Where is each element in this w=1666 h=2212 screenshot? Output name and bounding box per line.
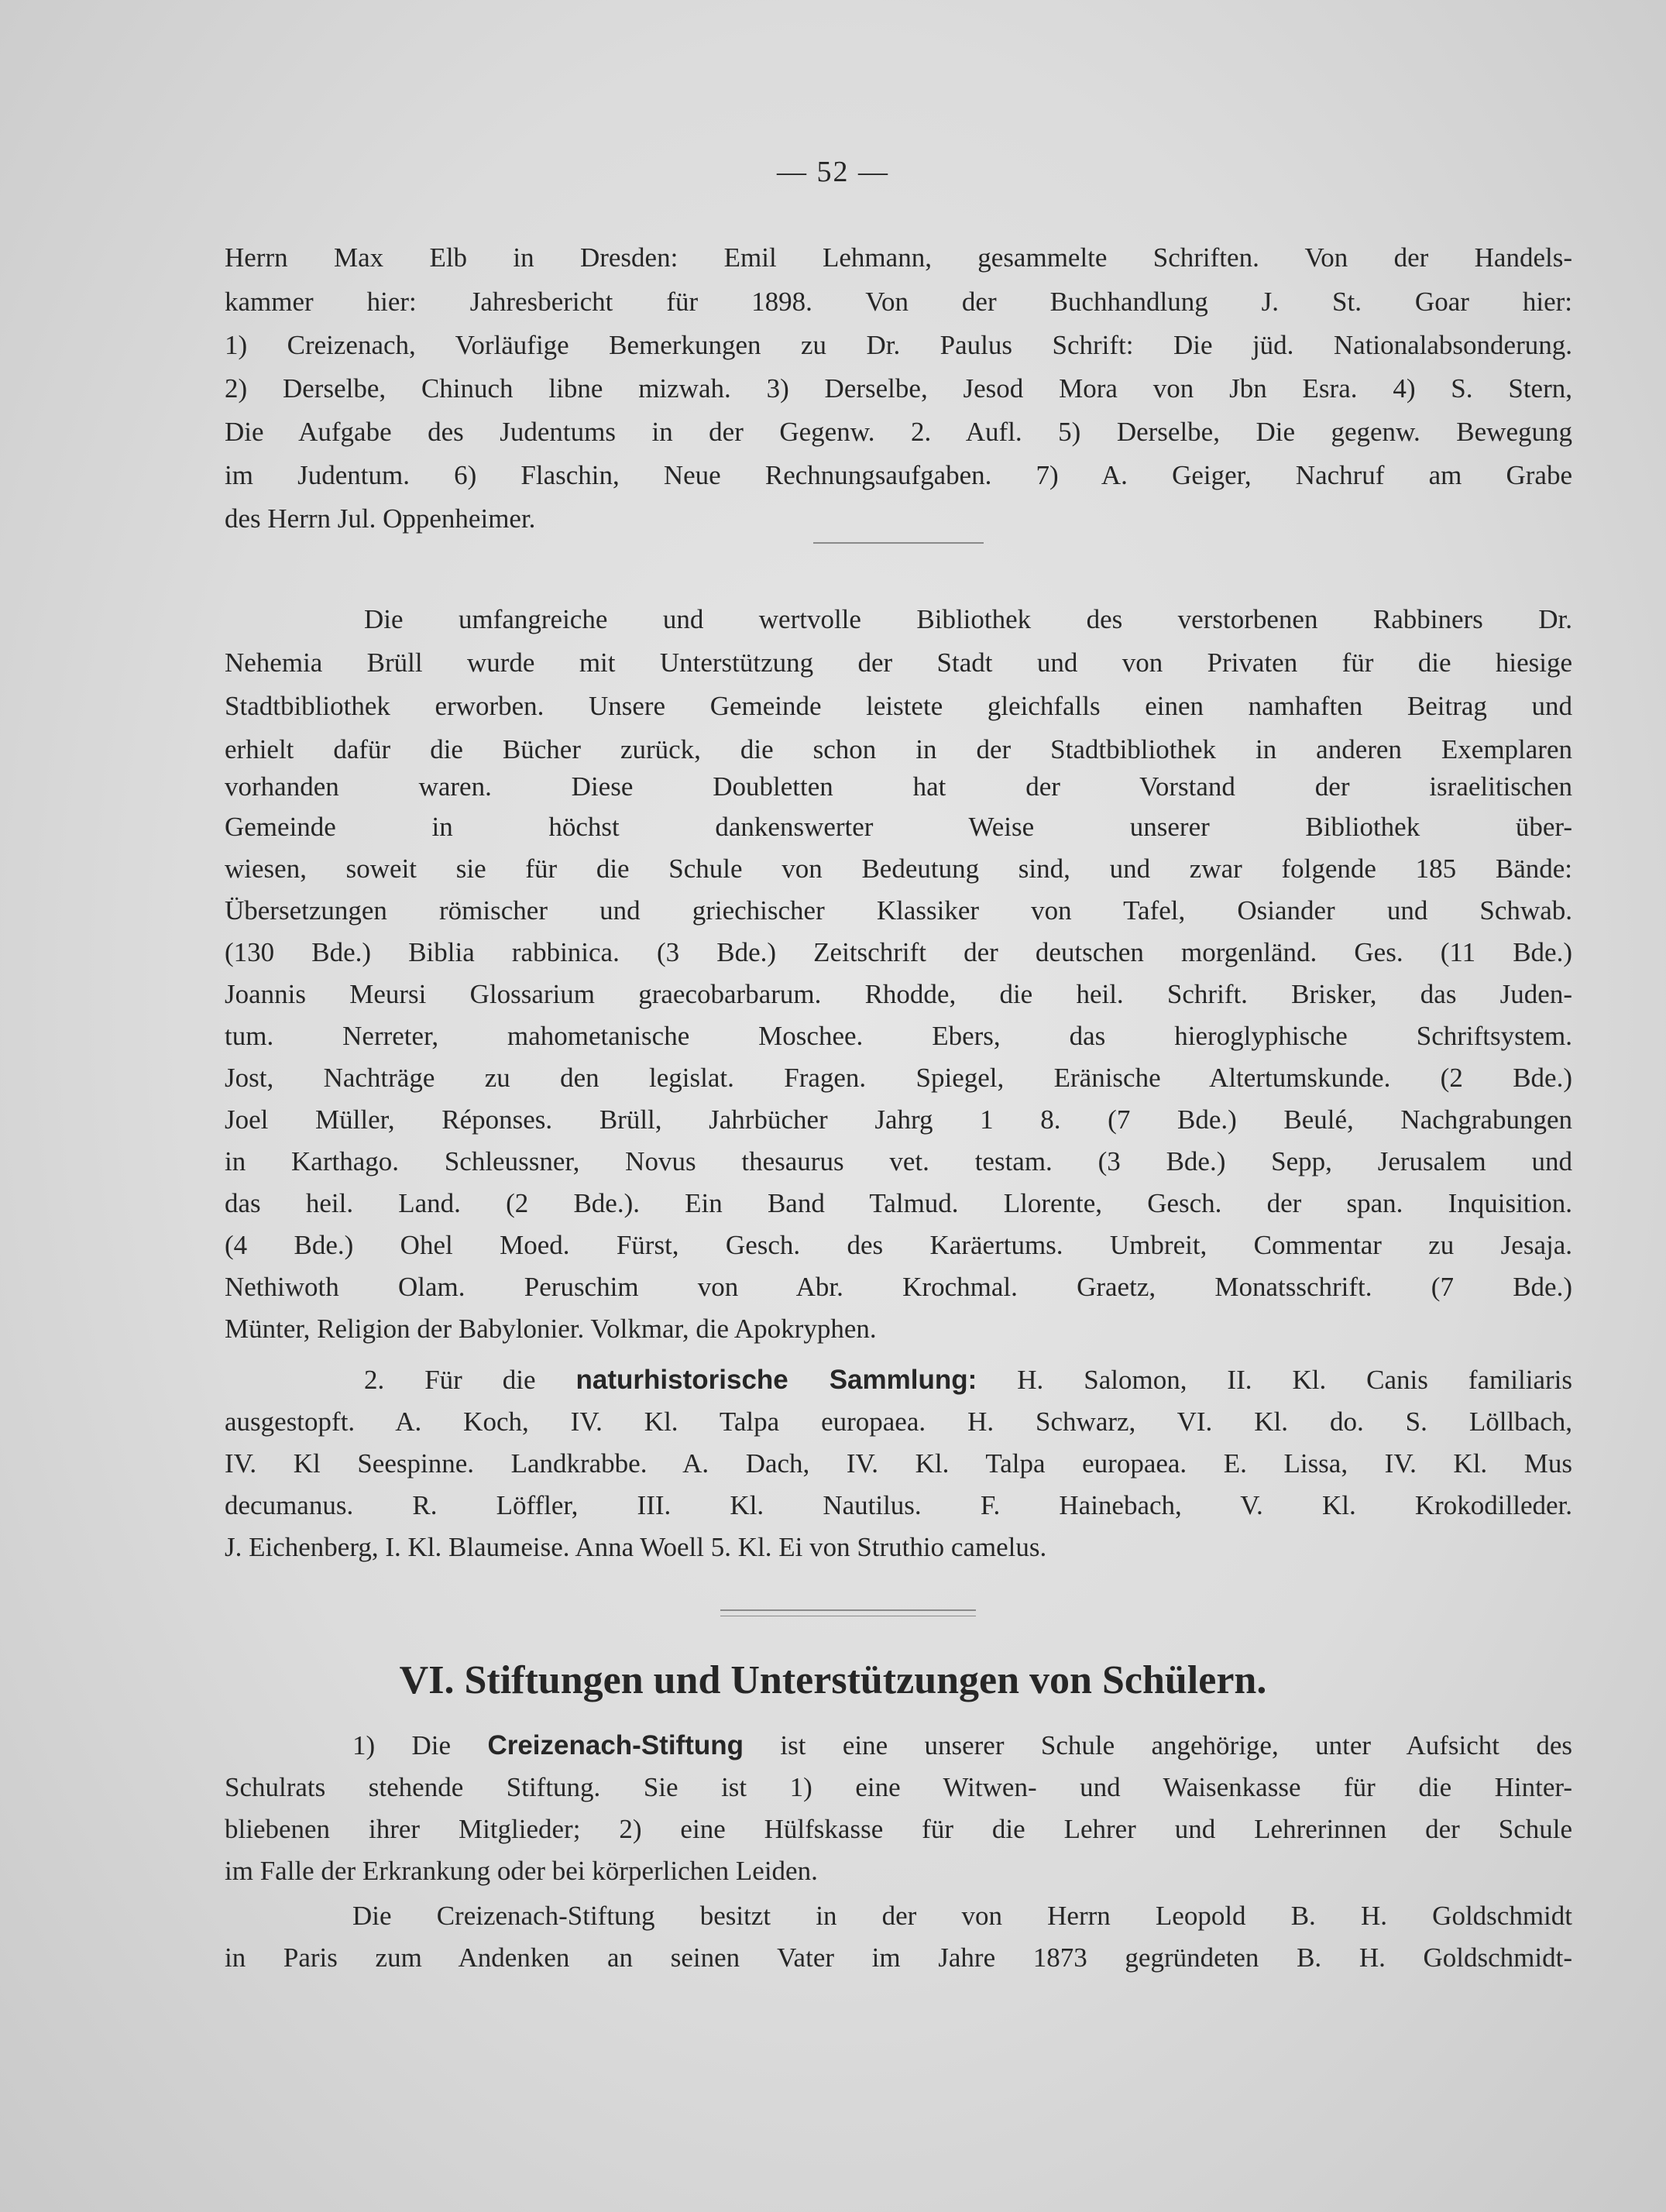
item-number: 1) Die (352, 1730, 452, 1760)
text-line: Stadtbibliothek erworben. Unsere Gemeinde leistete gleichfalls einen namhaften Beitrag und (225, 691, 1572, 721)
text-line (352, 1724, 1572, 1767)
text-segment: H. Salomon, II. Kl. Canis familiaris (1017, 1365, 1572, 1395)
text-line: vorhanden waren. Diese Doubletten hat der Vorstand der israelitischen (225, 771, 1572, 802)
text-line: im Judentum. 6) Flaschin, Neue Rechnungsaufgaben. 7) A. Geiger, Nachruf am Grabe (225, 460, 1572, 490)
collection-heading: naturhistorische Sammlung: (575, 1365, 977, 1395)
text-line: Die Aufgabe des Judentums in der Gegenw. 2. Aufl. 5) Derselbe, Die gegenw. Bewegung (225, 417, 1572, 447)
text-line: Münter, Religion der Babylonier. Volkmar, die Apokryphen. (225, 1314, 877, 1344)
text-line: Jost, Nachträge zu den legislat. Fragen. Spiegel, Eränische Altertumskunde. (2 Bde.) (225, 1063, 1572, 1093)
text-line: in Karthago. Schleussner, Novus thesaurus vet. testam. (3 Bde.) Sepp, Jerusalem und (225, 1146, 1572, 1176)
text-line: (130 Bde.) Biblia rabbinica. (3 Bde.) Zeitschrift der deutschen morgenländ. Ges. (11 Bde.) (225, 937, 1572, 967)
section-divider (813, 542, 984, 544)
text-line: ausgestopft. A. Koch, IV. Kl. Talpa europaea. H. Schwarz, VI. Kl. do. S. Löllbach, (225, 1407, 1572, 1437)
foundation-name: Creizenach-Stiftung (487, 1730, 744, 1760)
text-line: Die Creizenach-Stiftung besitzt in der von Herrn Leopold B. H. Goldschmidt (352, 1901, 1572, 1931)
section-heading: VI. Stiftungen und Unterstützungen von Schülern. (399, 1658, 1267, 1702)
text-line: im Falle der Erkrankung oder bei körperlichen Leiden. (225, 1856, 818, 1886)
text-line: decumanus. R. Löffler, III. Kl. Nautilus. F. Hainebach, V. Kl. Krokodilleder. (225, 1490, 1572, 1520)
text-line: des Herrn Jul. Oppenheimer. (225, 503, 536, 534)
text-line: in Paris zum Andenken an seinen Vater im Jahre 1873 gegründeten B. H. Goldschmidt- (225, 1942, 1572, 1973)
text-line: Herrn Max Elb in Dresden: Emil Lehmann, gesammelte Schriften. Von der Handels- (225, 242, 1572, 273)
text-line: erhielt dafür die Bücher zurück, die schon in der Stadtbibliothek in anderen Exemplaren (225, 734, 1572, 764)
page-number: — 52 — (777, 156, 889, 188)
section-divider (720, 1609, 976, 1611)
text-line: Nethiwoth Olam. Peruschim von Abr. Krochmal. Graetz, Monatsschrift. (7 Bde.) (225, 1272, 1572, 1302)
text-line: Gemeinde in höchst dankenswerter Weise unserer Bibliothek über- (225, 812, 1572, 842)
text-line: wiesen, soweit sie für die Schule von Bedeutung sind, und zwar folgende 185 Bände: (225, 854, 1572, 884)
text-line (364, 1358, 1572, 1402)
text-line: (4 Bde.) Ohel Moed. Fürst, Gesch. des Karäertums. Umbreit, Commentar zu Jesaja. (225, 1230, 1572, 1260)
text-line: kammer hier: Jahresbericht für 1898. Von der Buchhandlung J. St. Goar hier: (225, 287, 1572, 317)
text-line: das heil. Land. (2 Bde.). Ein Band Talmud. Llorente, Gesch. der span. Inquisition. (225, 1188, 1572, 1218)
text-line: Schulrats stehende Stiftung. Sie ist 1) eine Witwen- und Waisenkasse für die Hinter- (225, 1772, 1572, 1802)
text-line: J. Eichenberg, I. Kl. Blaumeise. Anna Woell 5. Kl. Ei von Struthio camelus. (225, 1532, 1047, 1562)
text-line: Nehemia Brüll wurde mit Unterstützung der Stadt und von Privaten für die hiesige (225, 647, 1572, 678)
item-number: 2. Für die (364, 1365, 536, 1395)
text-line: tum. Nerreter, mahometanische Moschee. Ebers, das hieroglyphische Schriftsystem. (225, 1021, 1572, 1051)
text-line: 1) Creizenach, Vorläufige Bemerkungen zu Dr. Paulus Schrift: Die jüd. Nationalabsonderung. (225, 330, 1572, 360)
text-line: 2) Derselbe, Chinuch libne mizwah. 3) Derselbe, Jesod Mora von Jbn Esra. 4) S. Stern, (225, 373, 1572, 404)
text-line: bliebenen ihrer Mitglieder; 2) eine Hülfskasse für die Lehrer und Lehrerinnen der Schule (225, 1814, 1572, 1844)
text-line: Übersetzungen römischer und griechischer Klassiker von Tafel, Osiander und Schwab. (225, 895, 1572, 926)
text-line: Joannis Meursi Glossarium graecobarbarum. Rhodde, die heil. Schrift. Brisker, das Juden- (225, 979, 1572, 1009)
text-line: IV. Kl Seespinne. Landkrabbe. A. Dach, IV. Kl. Talpa europaea. E. Lissa, IV. Kl. Mus (225, 1448, 1572, 1479)
text-line: Die umfangreiche und wertvolle Bibliothek des verstorbenen Rabbiners Dr. (364, 604, 1572, 634)
text-line: Joel Müller, Réponses. Brüll, Jahrbücher Jahrg 1 8. (7 Bde.) Beulé, Nachgrabungen (225, 1104, 1572, 1135)
text-segment: ist eine unserer Schule angehörige, unter Aufsicht des (780, 1730, 1572, 1760)
